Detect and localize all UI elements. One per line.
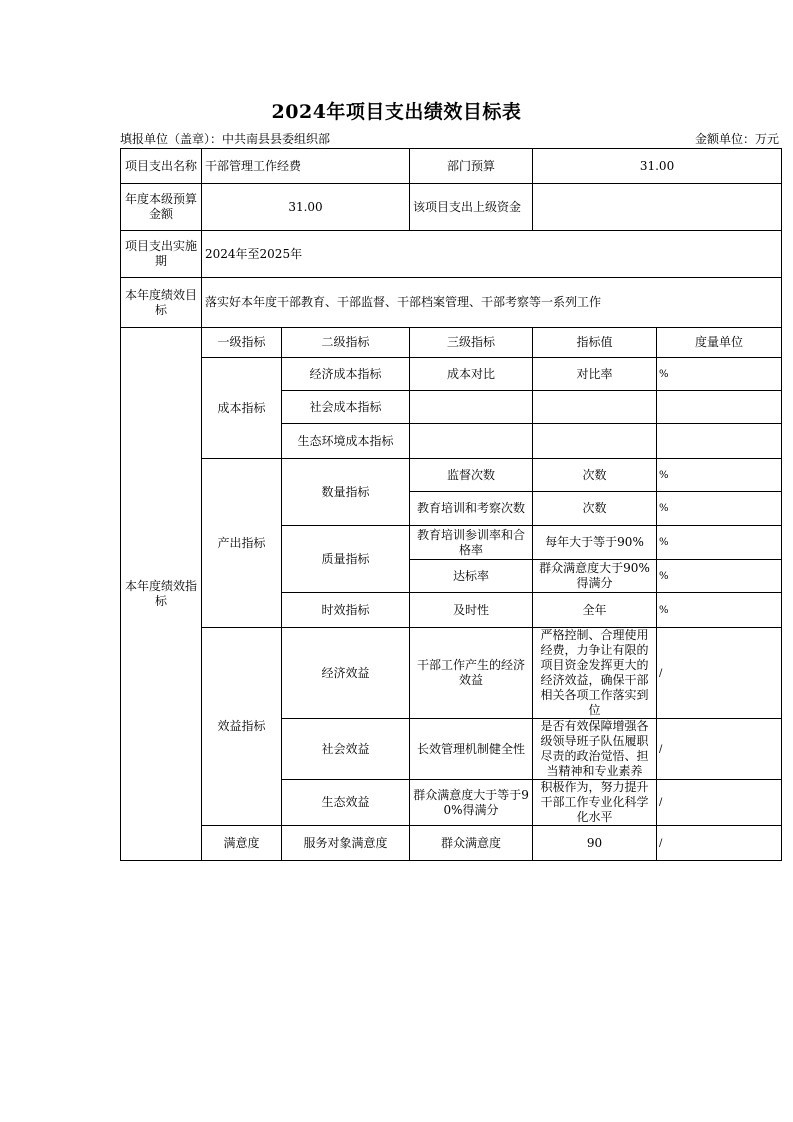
amount-unit: 金额单位：万元 bbox=[694, 132, 779, 146]
output-ql2-unit: % bbox=[657, 560, 782, 593]
col-value: 指标值 bbox=[533, 328, 657, 358]
row-period bbox=[121, 231, 782, 278]
upper-funds-label: 该项目支出上级资金 bbox=[410, 184, 533, 231]
benefit-social: 社会效益 bbox=[282, 719, 410, 780]
output-q2-l3: 教育培训和考察次数 bbox=[410, 492, 533, 526]
dept-budget-value: 31.00 bbox=[533, 149, 782, 184]
satisfaction-l2: 服务对象满意度 bbox=[282, 826, 410, 861]
satisfaction-label: 满意度 bbox=[202, 826, 282, 861]
filler-unit: 填报单位（盖章）：中共南县县委组织部 bbox=[120, 132, 331, 146]
annual-budget-value: 31.00 bbox=[202, 184, 410, 231]
cost-economic-value: 对比率 bbox=[533, 358, 657, 391]
output-quantity: 数量指标 bbox=[282, 459, 410, 526]
output-ql1-value: 每年大于等于90% bbox=[533, 526, 657, 560]
output-timeliness: 时效指标 bbox=[282, 593, 410, 628]
table-row bbox=[121, 628, 782, 719]
benefit-social-l3: 长效管理机制健全性 bbox=[410, 719, 533, 780]
cost-economic-unit: % bbox=[657, 358, 782, 391]
project-name-value: 干部管理工作经费 bbox=[202, 149, 410, 184]
col-level3: 三级指标 bbox=[410, 328, 533, 358]
satisfaction-unit: / bbox=[657, 826, 782, 861]
output-q1-unit: % bbox=[657, 459, 782, 492]
benefit-economic-l3: 干部工作产生的经济效益 bbox=[410, 628, 533, 719]
output-indicator-label: 产出指标 bbox=[202, 459, 282, 628]
satisfaction-value: 90 bbox=[533, 826, 657, 861]
satisfaction-l3: 群众满意度 bbox=[410, 826, 533, 861]
row-annual-budget bbox=[121, 184, 782, 231]
dept-budget-label: 部门预算 bbox=[410, 149, 533, 184]
benefit-social-unit: / bbox=[657, 719, 782, 780]
empty-cell bbox=[533, 391, 657, 424]
goal-label: 本年度绩效目标 bbox=[121, 278, 202, 328]
page-title: 2024年项目支出绩效目标表 bbox=[271, 101, 522, 123]
empty-cell bbox=[657, 424, 782, 459]
benefit-eco: 生态效益 bbox=[282, 780, 410, 826]
benefit-eco-l3: 群众满意度大于等于90%得满分 bbox=[410, 780, 533, 826]
cost-economic: 经济成本指标 bbox=[282, 358, 410, 391]
goal-value: 落实好本年度干部教育、干部监督、干部档案管理、干部考察等一系列工作 bbox=[202, 278, 782, 328]
output-q2-value: 次数 bbox=[533, 492, 657, 526]
output-quality: 质量指标 bbox=[282, 526, 410, 593]
output-ql1-unit: % bbox=[657, 526, 782, 560]
row-project-name bbox=[121, 149, 782, 184]
benefit-economic-value: 严格控制、合理使用经费，力争让有限的项目资金发挥更大的经济效益，确保干部相关各项工作落实到位 bbox=[533, 628, 657, 719]
output-ql2-value: 群众满意度大于90%得满分 bbox=[533, 560, 657, 593]
benefit-eco-unit: / bbox=[657, 780, 782, 826]
table-row bbox=[121, 826, 782, 861]
upper-funds-value bbox=[533, 184, 782, 231]
benefit-social-value: 是否有效保障增强各级领导班子队伍履职尽责的政治觉悟、担当精神和专业素养 bbox=[533, 719, 657, 780]
output-q1-value: 次数 bbox=[533, 459, 657, 492]
col-level1: 一级指标 bbox=[202, 328, 282, 358]
benefit-economic-unit: / bbox=[657, 628, 782, 719]
indicator-section-label: 本年度绩效指标 bbox=[121, 328, 202, 861]
empty-cell bbox=[657, 391, 782, 424]
col-unit: 度量单位 bbox=[657, 328, 782, 358]
output-q1-l3: 监督次数 bbox=[410, 459, 533, 492]
period-value: 2024年至2025年 bbox=[202, 231, 782, 278]
cost-social: 社会成本指标 bbox=[282, 391, 410, 424]
cost-indicator-label: 成本指标 bbox=[202, 358, 282, 459]
empty-cell bbox=[533, 424, 657, 459]
output-ql2-l3: 达标率 bbox=[410, 560, 533, 593]
cost-economic-l3: 成本对比 bbox=[410, 358, 533, 391]
cost-eco: 生态环境成本指标 bbox=[282, 424, 410, 459]
row-goal bbox=[121, 278, 782, 328]
col-level2: 二级指标 bbox=[282, 328, 410, 358]
indicator-header-row bbox=[121, 328, 782, 358]
empty-cell bbox=[410, 424, 533, 459]
output-t-value: 全年 bbox=[533, 593, 657, 628]
output-t-unit: % bbox=[657, 593, 782, 628]
output-q2-unit: % bbox=[657, 492, 782, 526]
benefit-eco-value: 积极作为，努力提升干部工作专业化科学化水平 bbox=[533, 780, 657, 826]
period-label: 项目支出实施期 bbox=[121, 231, 202, 278]
output-t-l3: 及时性 bbox=[410, 593, 533, 628]
performance-table bbox=[120, 148, 782, 861]
benefit-economic: 经济效益 bbox=[282, 628, 410, 719]
table-row bbox=[121, 459, 782, 492]
table-row bbox=[121, 358, 782, 391]
empty-cell bbox=[410, 391, 533, 424]
annual-budget-label: 年度本级预算金额 bbox=[121, 184, 202, 231]
output-ql1-l3: 教育培训参训率和合格率 bbox=[410, 526, 533, 560]
project-name-label: 项目支出名称 bbox=[121, 149, 202, 184]
benefit-indicator-label: 效益指标 bbox=[202, 628, 282, 826]
